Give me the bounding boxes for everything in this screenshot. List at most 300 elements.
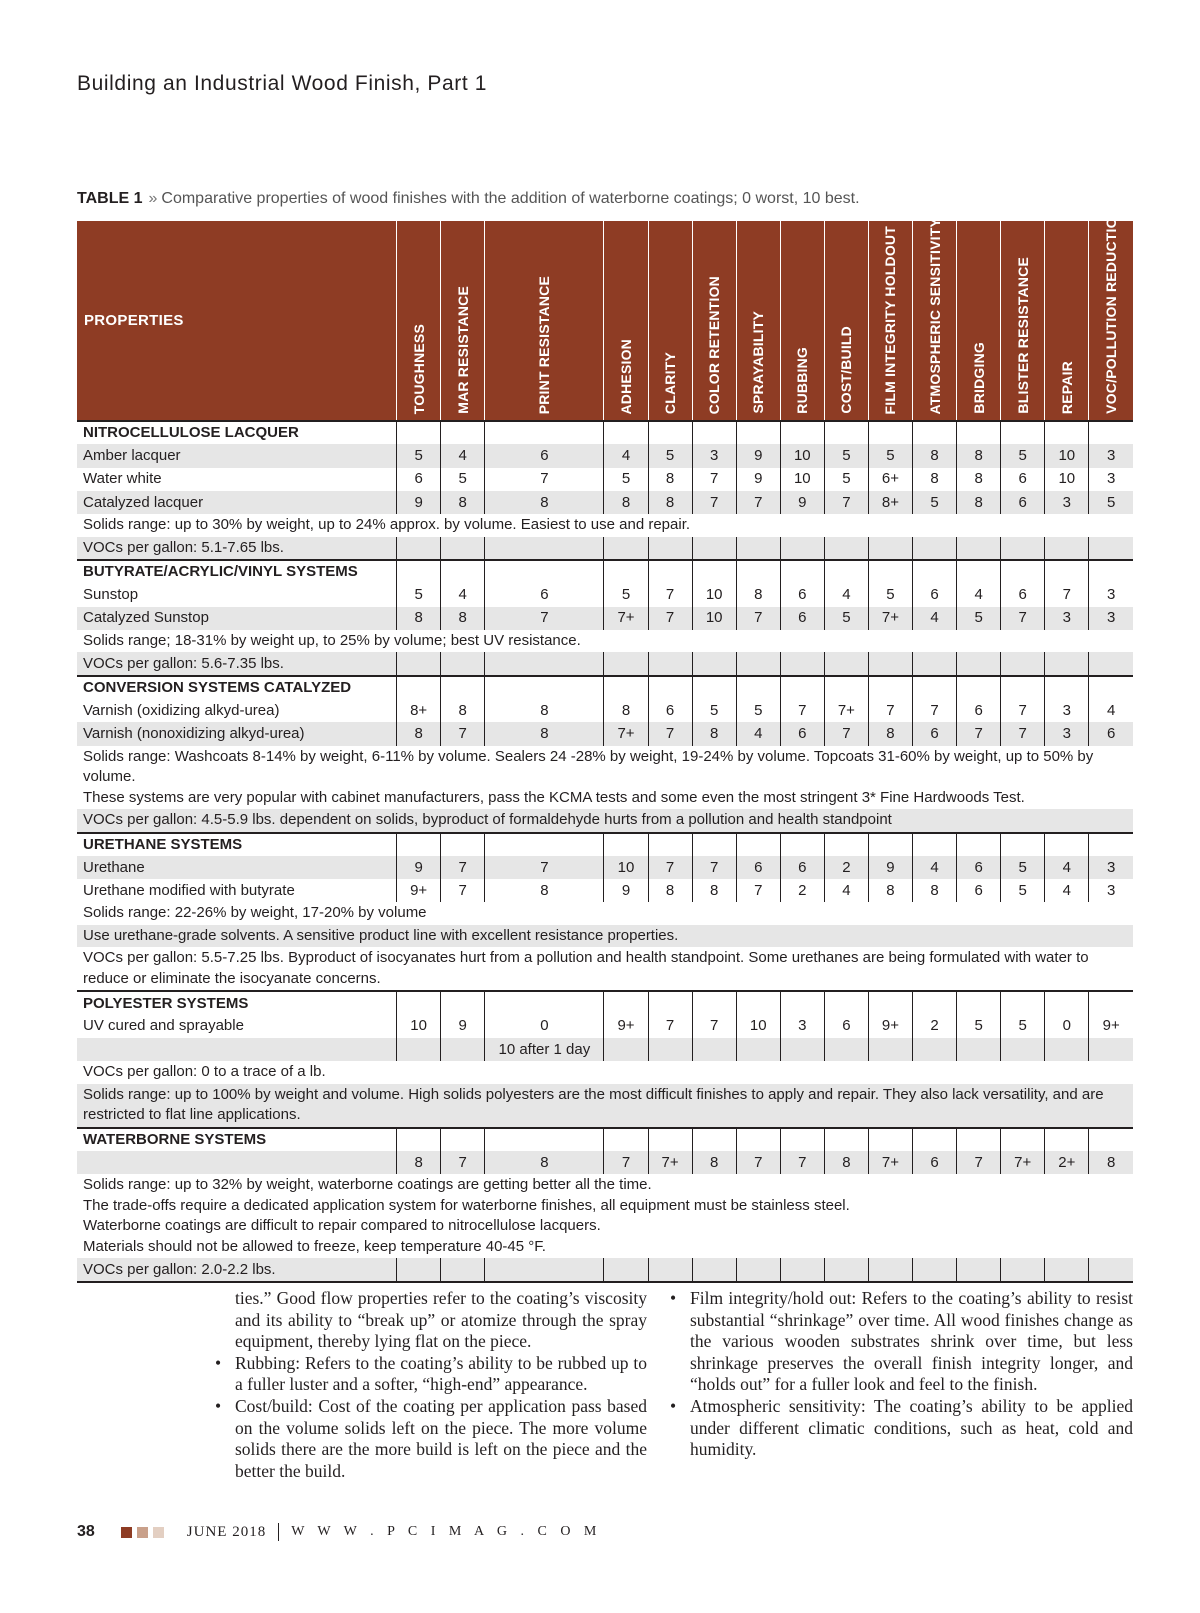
value-cell: 7 bbox=[736, 491, 780, 514]
row-label: Water white bbox=[83, 470, 162, 488]
empty-cell bbox=[957, 833, 1001, 856]
value-cell: 9 bbox=[397, 491, 441, 514]
empty-cell bbox=[957, 652, 1001, 675]
value-cell: 9+ bbox=[397, 879, 441, 902]
value-cell: 3 bbox=[1089, 444, 1133, 467]
value-cell: 5 bbox=[736, 699, 780, 722]
empty-cell bbox=[604, 537, 648, 560]
value-cell: 8 bbox=[913, 879, 957, 902]
value-cell: 8 bbox=[692, 879, 736, 902]
empty-cell bbox=[692, 991, 736, 1014]
section-title: CONVERSION SYSTEMS CATALYZED bbox=[77, 676, 397, 699]
value-cell: 7 bbox=[441, 879, 485, 902]
table-header-row bbox=[77, 221, 1133, 421]
bullet-text: Cost/build: Cost of the coating per application pass based on the volume solids left on the piece. The more volume solids there are the more build is left on the piece and the better the build. bbox=[235, 1395, 647, 1481]
empty-cell bbox=[441, 421, 485, 444]
column-header-label: REPAIR bbox=[1058, 360, 1075, 414]
section-row bbox=[77, 421, 1133, 444]
note-cell bbox=[77, 925, 1133, 948]
value-cell: 8 bbox=[648, 879, 692, 902]
voc-row bbox=[77, 1258, 1133, 1281]
empty-cell bbox=[1089, 676, 1133, 699]
value-cell: 7 bbox=[441, 856, 485, 879]
value-cell: 8 bbox=[1089, 1151, 1133, 1174]
column-header-label: VOC/POLLUTION REDUCTION bbox=[1103, 207, 1120, 414]
value-cell: 7 bbox=[648, 722, 692, 745]
value-cell: 8 bbox=[604, 491, 648, 514]
value-cell: 7+ bbox=[824, 699, 868, 722]
value-cell: 6 bbox=[957, 699, 1001, 722]
empty-cell bbox=[913, 991, 957, 1014]
empty-cell bbox=[1089, 652, 1133, 675]
row-label: Varnish (oxidizing alkyd-urea) bbox=[83, 701, 280, 719]
value-cell bbox=[957, 1038, 1001, 1061]
empty-cell bbox=[692, 833, 736, 856]
column-header bbox=[485, 221, 604, 421]
note-cell bbox=[77, 1174, 1133, 1258]
value-cell bbox=[441, 1038, 485, 1061]
column-header-label: ATMOSPHERIC SENSITIVITY bbox=[926, 217, 943, 414]
empty-cell bbox=[1089, 991, 1133, 1014]
value-cell: 7 bbox=[441, 1151, 485, 1174]
value-cell: 3 bbox=[1089, 468, 1133, 491]
value-cell: 7 bbox=[1001, 722, 1045, 745]
value-cell: 6 bbox=[1001, 468, 1045, 491]
column-header-label: COST/BUILD bbox=[838, 326, 855, 414]
empty-cell bbox=[1089, 1128, 1133, 1151]
empty-cell bbox=[824, 833, 868, 856]
empty-cell bbox=[604, 560, 648, 583]
value-cell: 0 bbox=[1045, 1015, 1089, 1038]
empty-cell bbox=[868, 1258, 912, 1281]
empty-cell bbox=[736, 1128, 780, 1151]
value-cell bbox=[397, 1038, 441, 1061]
section-title: URETHANE SYSTEMS bbox=[77, 833, 397, 856]
value-cell: 8 bbox=[692, 722, 736, 745]
value-cell: 6 bbox=[1001, 583, 1045, 606]
empty-cell bbox=[736, 421, 780, 444]
value-cell: 8 bbox=[441, 491, 485, 514]
table-caption-text: Comparative properties of wood finishes with the addition of waterborne coatings; 0 worst, 10 best. bbox=[161, 190, 860, 207]
empty-cell bbox=[692, 1258, 736, 1281]
bullet-text: Atmospheric sensitivity: The coating’s ability to be applied under different climatic conditions, such as heat, cold and humidity. bbox=[690, 1395, 1133, 1460]
empty-cell bbox=[957, 537, 1001, 560]
value-cell: 5 bbox=[957, 1015, 1001, 1038]
value-cell: 6 bbox=[780, 722, 824, 745]
bullet-atmospheric-sensitivity bbox=[670, 1396, 1133, 1461]
column-header bbox=[1001, 221, 1045, 421]
value-cell: 8 bbox=[485, 722, 604, 745]
table-row bbox=[77, 607, 1133, 630]
empty-cell bbox=[736, 833, 780, 856]
empty-cell bbox=[441, 833, 485, 856]
column-header bbox=[868, 221, 912, 421]
bullet-text: Film integrity/hold out: Refers to the coating’s ability to resist substantial “shrinkage” over time. All wood finishes change as the various wooden substrates shrink over time, but less shrinkage preserves the overall finish integrity longer, and “holds out” for a fuller look and feel to the finish. bbox=[690, 1288, 1133, 1395]
note-row bbox=[77, 1174, 1133, 1258]
voc-row bbox=[77, 537, 1133, 560]
value-cell: 4 bbox=[1045, 879, 1089, 902]
empty-cell bbox=[1045, 833, 1089, 856]
value-cell: 3 bbox=[1089, 879, 1133, 902]
value-cell: 8 bbox=[485, 491, 604, 514]
value-cell: 7 bbox=[824, 491, 868, 514]
value-cell: 4 bbox=[913, 607, 957, 630]
properties-header: PROPERTIES bbox=[77, 221, 397, 421]
value-cell: 8+ bbox=[397, 699, 441, 722]
value-cell: 10 bbox=[692, 583, 736, 606]
table-row bbox=[77, 722, 1133, 745]
value-cell: 7 bbox=[485, 607, 604, 630]
empty-cell bbox=[868, 560, 912, 583]
note-row bbox=[77, 902, 1133, 925]
value-cell: 4 bbox=[913, 856, 957, 879]
value-cell: 5 bbox=[604, 468, 648, 491]
value-cell: 3 bbox=[692, 444, 736, 467]
column-header-label: PRINT RESISTANCE bbox=[536, 275, 553, 414]
value-cell: 7 bbox=[604, 1151, 648, 1174]
value-cell: 8 bbox=[868, 722, 912, 745]
value-cell: 2 bbox=[824, 856, 868, 879]
note-line: Solids range: up to 100% by weight and volume. High solids polyesters are the most difficult finishes to apply and repair. They also lack versatility, and are restricted to flat line applications. bbox=[83, 1085, 1104, 1124]
value-cell: 4 bbox=[441, 583, 485, 606]
value-cell: 4 bbox=[1045, 856, 1089, 879]
value-cell: 5 bbox=[824, 444, 868, 467]
value-cell: 5 bbox=[913, 491, 957, 514]
empty-cell bbox=[957, 1258, 1001, 1281]
voc-row bbox=[77, 809, 1133, 833]
section-title: BUTYRATE/ACRYLIC/VINYL SYSTEMS bbox=[77, 560, 397, 583]
value-cell: 8 bbox=[736, 583, 780, 606]
bullet-icon: • bbox=[215, 1352, 222, 1373]
value-cell: 8 bbox=[485, 1151, 604, 1174]
note-cell bbox=[77, 902, 1133, 925]
empty-cell bbox=[648, 991, 692, 1014]
column-header-label: FILM INTEGRITY HOLDOUT bbox=[882, 225, 899, 414]
properties-table bbox=[77, 207, 1133, 1283]
value-cell: 5 bbox=[1001, 1015, 1045, 1038]
column-header-label: RUBBING bbox=[794, 347, 811, 414]
empty-cell bbox=[441, 560, 485, 583]
value-cell: 8 bbox=[485, 699, 604, 722]
value-cell: 8 bbox=[868, 879, 912, 902]
empty-cell bbox=[824, 991, 868, 1014]
value-cell: 7+ bbox=[604, 607, 648, 630]
empty-cell bbox=[485, 1128, 604, 1151]
empty-cell bbox=[397, 1258, 441, 1281]
empty-cell bbox=[1001, 676, 1045, 699]
empty-cell bbox=[780, 560, 824, 583]
value-cell: 9 bbox=[868, 856, 912, 879]
value-cell: 8 bbox=[397, 607, 441, 630]
empty-cell bbox=[913, 537, 957, 560]
value-cell: 7 bbox=[692, 856, 736, 879]
value-cell bbox=[1045, 1038, 1089, 1061]
column-header bbox=[1089, 207, 1133, 421]
empty-cell bbox=[441, 652, 485, 675]
empty-cell bbox=[1001, 421, 1045, 444]
section-row bbox=[77, 560, 1133, 583]
value-cell: 9 bbox=[604, 879, 648, 902]
value-cell: 9 bbox=[736, 444, 780, 467]
value-cell: 5 bbox=[648, 444, 692, 467]
value-cell: 3 bbox=[1045, 699, 1089, 722]
value-cell: 4 bbox=[824, 879, 868, 902]
section-title: POLYESTER SYSTEMS bbox=[77, 991, 397, 1014]
empty-cell bbox=[868, 652, 912, 675]
section-row bbox=[77, 991, 1133, 1014]
footer-square-mid bbox=[137, 1527, 148, 1538]
column-header-label: SPRAYABILITY bbox=[750, 311, 767, 414]
note-cell bbox=[77, 746, 1133, 810]
value-cell: 8 bbox=[692, 1151, 736, 1174]
empty-cell bbox=[397, 560, 441, 583]
value-cell: 5 bbox=[868, 444, 912, 467]
value-cell: 10 bbox=[692, 607, 736, 630]
empty-cell bbox=[868, 833, 912, 856]
value-cell: 2+ bbox=[1045, 1151, 1089, 1174]
table-row bbox=[77, 856, 1133, 879]
value-cell: 6 bbox=[780, 607, 824, 630]
empty-cell bbox=[736, 652, 780, 675]
value-cell: 2 bbox=[913, 1015, 957, 1038]
value-cell: 7 bbox=[824, 722, 868, 745]
value-cell: 5 bbox=[397, 444, 441, 467]
empty-cell bbox=[604, 676, 648, 699]
value-cell: 3 bbox=[1089, 583, 1133, 606]
value-cell: 9 bbox=[736, 468, 780, 491]
empty-cell bbox=[441, 537, 485, 560]
value-cell: 4 bbox=[441, 444, 485, 467]
value-cell: 8+ bbox=[868, 491, 912, 514]
value-cell: 9 bbox=[441, 1015, 485, 1038]
empty-cell bbox=[824, 1128, 868, 1151]
table-row bbox=[77, 491, 1133, 514]
note-line: Waterborne coatings are difficult to repair compared to nitrocellulose lacquers. bbox=[83, 1217, 601, 1235]
table-caption bbox=[77, 190, 860, 208]
chevron-icon: » bbox=[148, 190, 158, 207]
value-cell: 6 bbox=[780, 583, 824, 606]
value-cell: 8 bbox=[604, 699, 648, 722]
column-header bbox=[648, 221, 692, 421]
empty-cell bbox=[692, 1128, 736, 1151]
empty-cell bbox=[604, 833, 648, 856]
empty-cell bbox=[1001, 833, 1045, 856]
value-cell bbox=[648, 1038, 692, 1061]
right-bullet-list bbox=[670, 1288, 1133, 1461]
value-cell: 4 bbox=[736, 722, 780, 745]
note-cell bbox=[77, 514, 1133, 537]
note-row bbox=[77, 1084, 1133, 1128]
value-cell: 8 bbox=[957, 444, 1001, 467]
column-header bbox=[604, 221, 648, 421]
value-cell: 8 bbox=[957, 491, 1001, 514]
column-header bbox=[913, 217, 957, 421]
value-cell: 5 bbox=[397, 583, 441, 606]
empty-cell bbox=[692, 537, 736, 560]
empty-cell bbox=[913, 676, 957, 699]
value-cell: 3 bbox=[1045, 722, 1089, 745]
note-line: Solids range: 22-26% by weight, 17-20% by volume bbox=[83, 904, 427, 922]
empty-cell bbox=[780, 1128, 824, 1151]
value-cell: 7 bbox=[692, 491, 736, 514]
voc-label: VOCs per gallon: 2.0-2.2 lbs. bbox=[77, 1258, 397, 1281]
left-bullet-list bbox=[215, 1353, 647, 1483]
value-cell: 7 bbox=[868, 699, 912, 722]
section-title: NITROCELLULOSE LACQUER bbox=[77, 421, 397, 444]
value-cell: 10 bbox=[780, 444, 824, 467]
value-cell: 7+ bbox=[1001, 1151, 1045, 1174]
note-cell bbox=[77, 1061, 1133, 1084]
voc-label: VOCs per gallon: 4.5-5.9 lbs. dependent on solids, byproduct of formaldehyde hurts from a pollution and health standpoint bbox=[83, 811, 892, 829]
empty-cell bbox=[868, 676, 912, 699]
empty-cell bbox=[485, 421, 604, 444]
bullet-icon: • bbox=[670, 1288, 677, 1308]
value-cell bbox=[1089, 1038, 1133, 1061]
row-label: Sunstop bbox=[83, 585, 139, 603]
empty-cell bbox=[648, 652, 692, 675]
empty-cell bbox=[648, 676, 692, 699]
table-row bbox=[77, 444, 1133, 467]
column-header bbox=[824, 221, 868, 421]
empty-cell bbox=[913, 560, 957, 583]
column-header bbox=[397, 221, 441, 421]
website-link[interactable]: W W W . P C I M A G . C O M bbox=[291, 1524, 602, 1539]
column-header bbox=[441, 221, 485, 421]
row-label: Varnish (nonoxidizing alkyd-urea) bbox=[77, 722, 397, 745]
empty-cell bbox=[692, 560, 736, 583]
empty-cell bbox=[780, 652, 824, 675]
value-cell: 10 bbox=[1045, 468, 1089, 491]
empty-cell bbox=[485, 991, 604, 1014]
bullet-text: Rubbing: Refers to the coating’s ability to be rubbed up to a fuller luster and a softer, “high-end” appearance. bbox=[235, 1352, 647, 1395]
value-cell: 7 bbox=[913, 699, 957, 722]
empty-cell bbox=[485, 537, 604, 560]
note-line: Solids range: up to 32% by weight, waterborne coatings are getting better all the time. bbox=[83, 1176, 652, 1194]
value-cell: 5 bbox=[824, 607, 868, 630]
empty-cell bbox=[1045, 676, 1089, 699]
value-cell: 6 bbox=[1089, 722, 1133, 745]
value-cell: 6 bbox=[736, 856, 780, 879]
empty-cell bbox=[648, 560, 692, 583]
empty-cell bbox=[397, 991, 441, 1014]
bullet-cost-build bbox=[215, 1396, 647, 1482]
empty-cell bbox=[824, 421, 868, 444]
value-cell: 6 bbox=[1001, 491, 1045, 514]
note-line: Solids range; 18-31% by weight up, to 25% by volume; best UV resistance. bbox=[83, 631, 581, 649]
empty-cell bbox=[648, 1258, 692, 1281]
empty-cell bbox=[648, 833, 692, 856]
voc-label: VOCs per gallon: 5.6-7.35 lbs. bbox=[77, 652, 397, 675]
note-row bbox=[77, 746, 1133, 810]
column-header-label: MAR RESISTANCE bbox=[454, 286, 471, 414]
value-cell: 7 bbox=[648, 607, 692, 630]
value-cell: 8 bbox=[913, 468, 957, 491]
empty-cell bbox=[736, 560, 780, 583]
empty-cell bbox=[604, 991, 648, 1014]
table-row bbox=[77, 699, 1133, 722]
empty-cell bbox=[824, 560, 868, 583]
row-label: Catalyzed Sunstop bbox=[77, 607, 397, 630]
value-cell: 7 bbox=[1001, 607, 1045, 630]
empty-cell bbox=[604, 421, 648, 444]
note-line: VOCs per gallon: 0 to a trace of a lb. bbox=[83, 1063, 326, 1081]
value-cell: 10 bbox=[780, 468, 824, 491]
empty-cell bbox=[736, 676, 780, 699]
empty-cell bbox=[1045, 652, 1089, 675]
row-label bbox=[77, 1151, 397, 1174]
value-cell: 8 bbox=[648, 491, 692, 514]
value-cell: 10 bbox=[604, 856, 648, 879]
value-cell: 6 bbox=[913, 1151, 957, 1174]
value-cell: 6 bbox=[780, 856, 824, 879]
column-header-label: ADHESION bbox=[618, 338, 634, 414]
value-cell bbox=[780, 1038, 824, 1061]
empty-cell bbox=[913, 652, 957, 675]
section-row bbox=[77, 676, 1133, 699]
value-cell: 6 bbox=[913, 722, 957, 745]
column-header-label: TOUGHNESS bbox=[410, 323, 427, 414]
note-line: Solids range: Washcoats 8-14% by weight, 6-11% by volume. Sealers 24 -28% by weight, 19-24% by volume. Topcoats 31-60% by weight, up to 50% by volume. bbox=[83, 747, 1094, 786]
note-row bbox=[77, 1061, 1133, 1084]
note-cell bbox=[77, 630, 1133, 653]
value-cell: 10 after 1 day bbox=[485, 1038, 604, 1061]
value-cell: 5 bbox=[1001, 856, 1045, 879]
empty-cell bbox=[1089, 833, 1133, 856]
column-header bbox=[736, 221, 780, 421]
value-cell: 7 bbox=[736, 607, 780, 630]
row-label: Catalyzed lacquer bbox=[77, 491, 397, 514]
value-cell: 8 bbox=[397, 722, 441, 745]
table-body bbox=[77, 421, 1133, 1282]
value-cell bbox=[736, 1038, 780, 1061]
section-title: WATERBORNE SYSTEMS bbox=[77, 1128, 397, 1151]
value-cell: 5 bbox=[441, 468, 485, 491]
empty-cell bbox=[780, 833, 824, 856]
empty-cell bbox=[824, 1258, 868, 1281]
empty-cell bbox=[1089, 1258, 1133, 1281]
empty-cell bbox=[604, 1128, 648, 1151]
empty-cell bbox=[780, 421, 824, 444]
empty-cell bbox=[824, 652, 868, 675]
value-cell: 7+ bbox=[648, 1151, 692, 1174]
body-column-left bbox=[215, 1288, 647, 1482]
column-header bbox=[957, 221, 1001, 421]
value-cell bbox=[1001, 1038, 1045, 1061]
empty-cell bbox=[1001, 1128, 1045, 1151]
issue-month: JUNE 2018 bbox=[186, 1523, 267, 1540]
value-cell: 5 bbox=[1001, 879, 1045, 902]
value-cell: 8 bbox=[397, 1151, 441, 1174]
empty-cell bbox=[397, 676, 441, 699]
column-header-label: COLOR RETENTION bbox=[706, 275, 723, 414]
empty-cell bbox=[736, 537, 780, 560]
empty-cell bbox=[780, 676, 824, 699]
value-cell: 6 bbox=[957, 856, 1001, 879]
empty-cell bbox=[485, 652, 604, 675]
empty-cell bbox=[397, 833, 441, 856]
value-cell: 8 bbox=[957, 468, 1001, 491]
empty-cell bbox=[780, 991, 824, 1014]
value-cell: 3 bbox=[780, 1015, 824, 1038]
note-line: Use urethane-grade solvents. A sensitive product line with excellent resistance properties. bbox=[83, 926, 679, 944]
section-row bbox=[77, 1128, 1133, 1151]
empty-cell bbox=[1001, 1258, 1045, 1281]
value-cell: 7 bbox=[780, 1151, 824, 1174]
empty-cell bbox=[868, 537, 912, 560]
empty-cell bbox=[1045, 560, 1089, 583]
value-cell: 7 bbox=[485, 856, 604, 879]
empty-cell bbox=[957, 991, 1001, 1014]
